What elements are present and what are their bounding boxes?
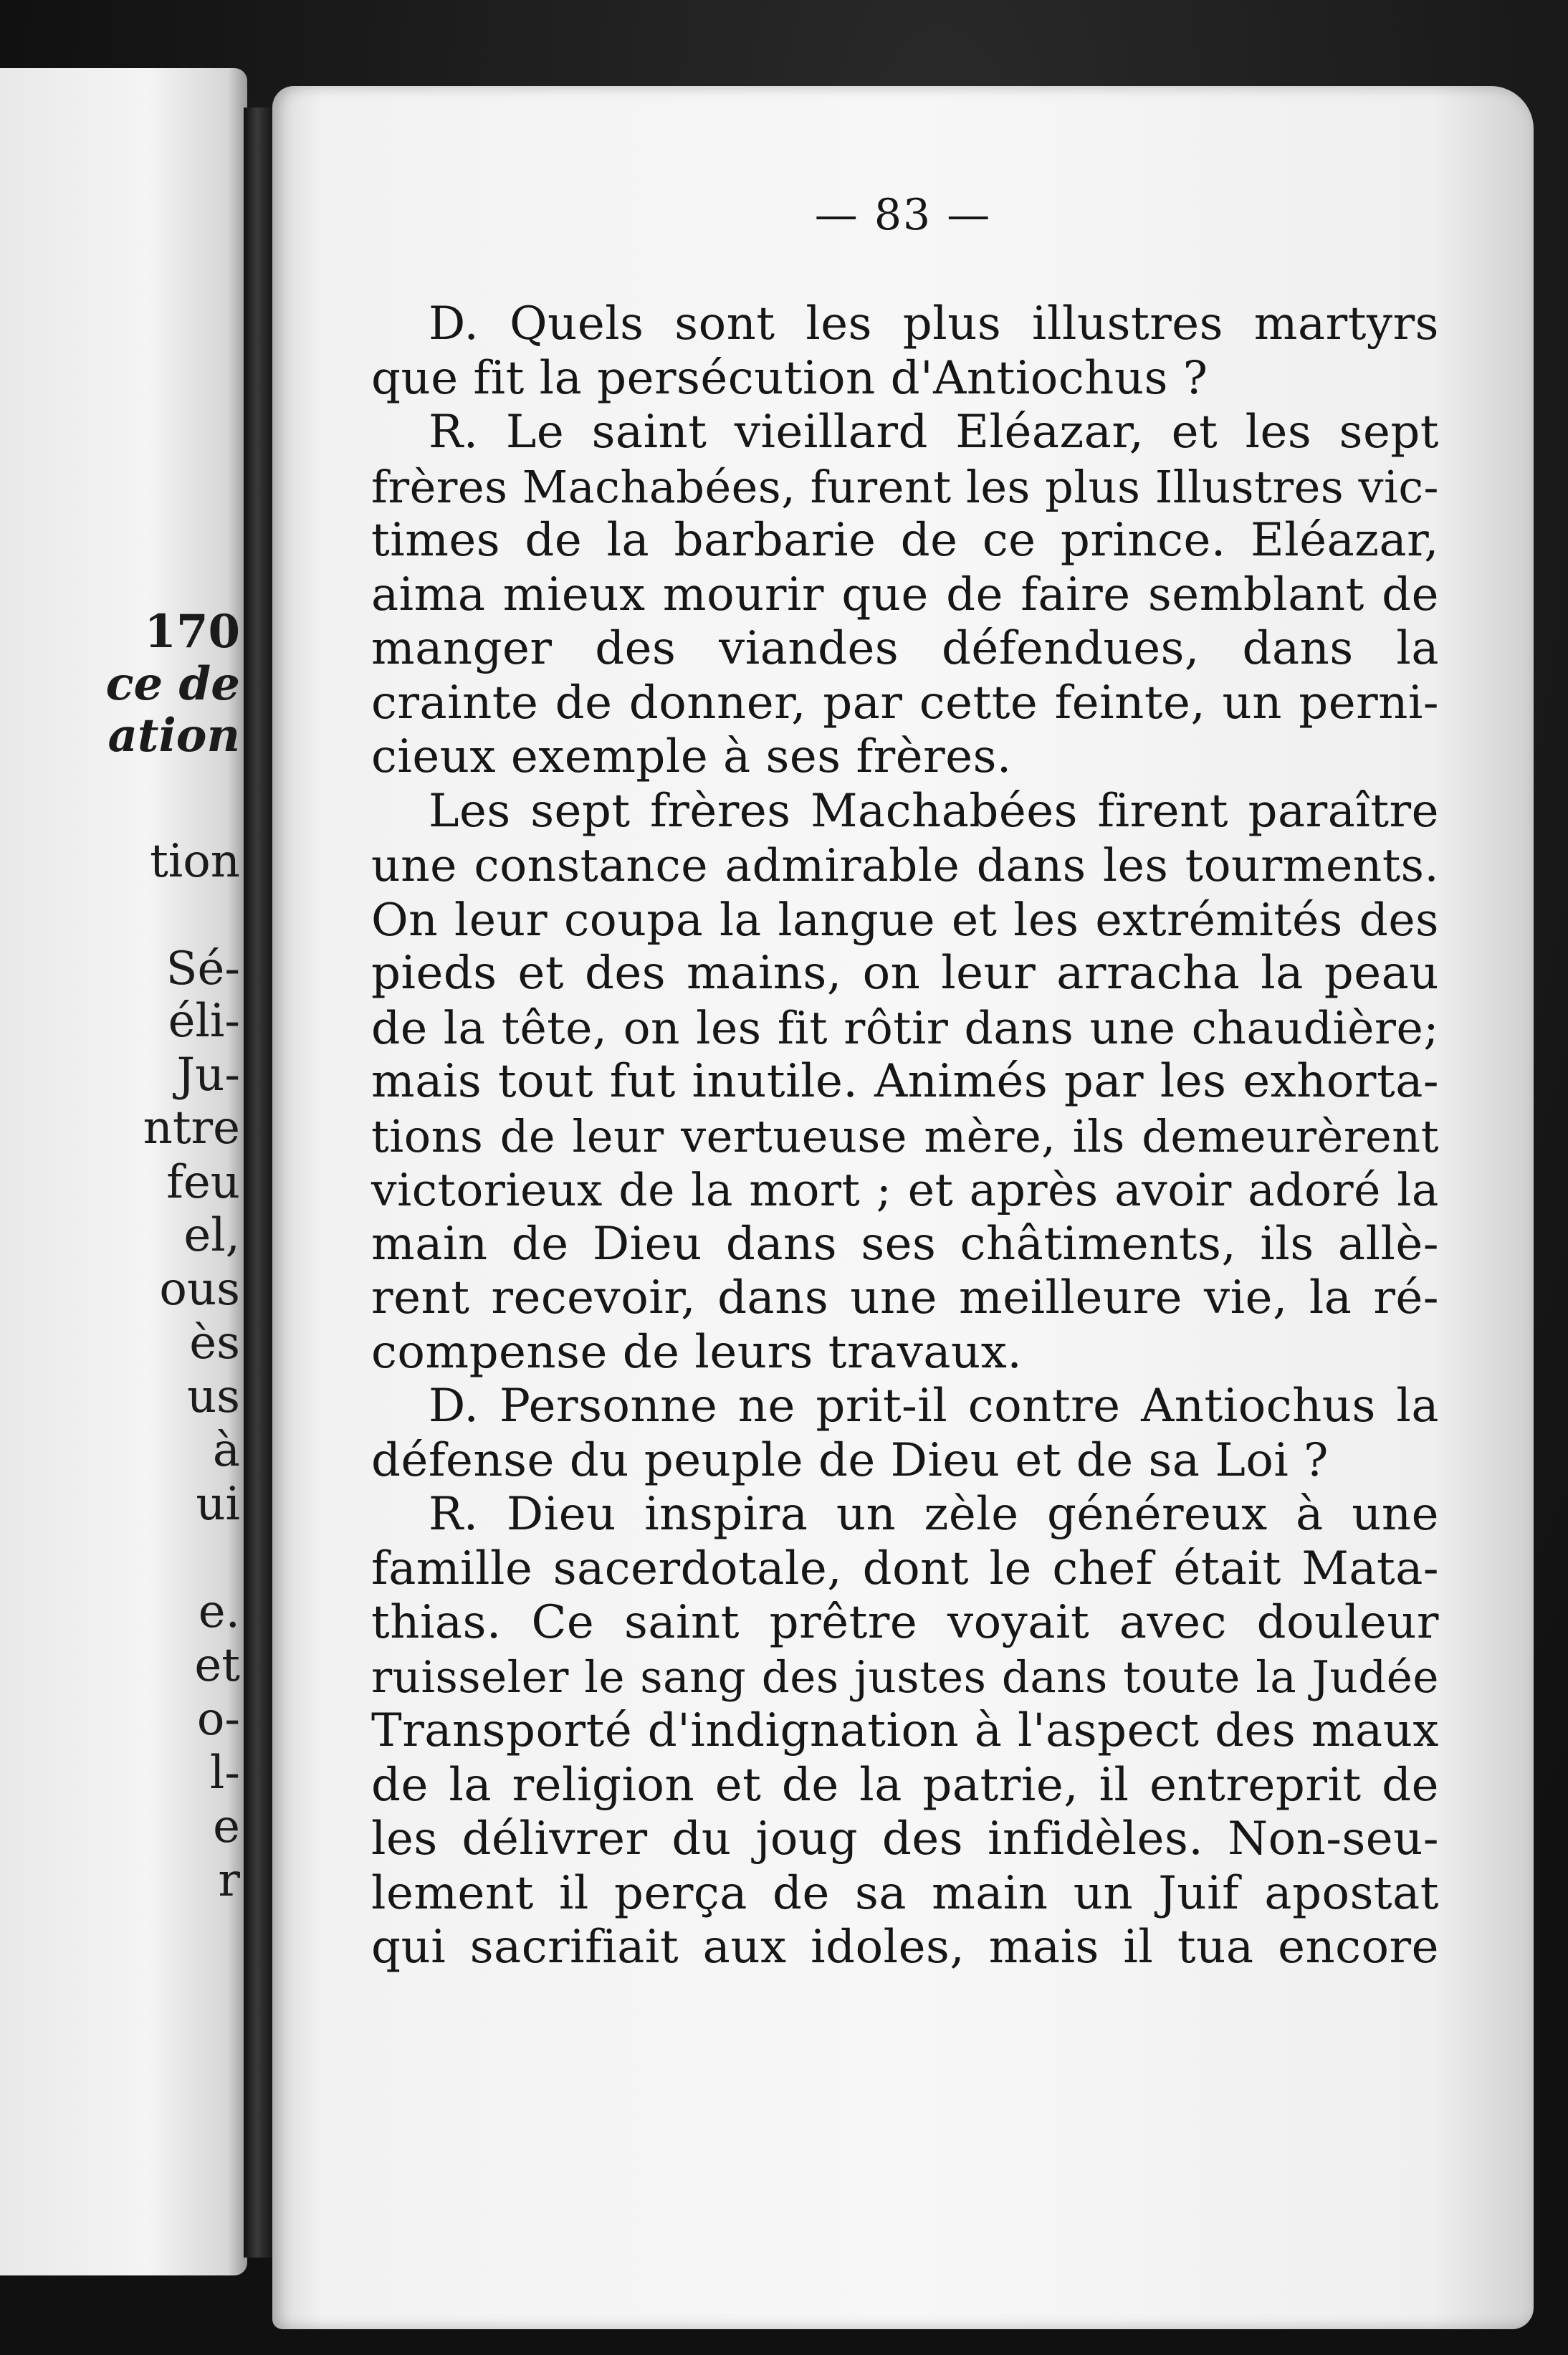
text-line: thias. Ce saint prêtre voyait avec douleur	[371, 1596, 1439, 1649]
left-page-text: o-	[196, 1693, 240, 1746]
text-line: les délivrer du joug des infidèles. Non-seu-	[371, 1812, 1439, 1866]
text-line: lement il perça de sa main un Juif apostat	[371, 1866, 1439, 1920]
text-line: R. Dieu inspira un zèle généreux à une	[429, 1488, 1439, 1541]
left-page-text: et	[194, 1639, 240, 1692]
text-line: R. Le saint vieillard Eléazar, et les sept	[429, 406, 1439, 459]
text-line: une constance admirable dans les tourments.	[371, 839, 1439, 892]
text-line: ruisseler le sang des justes dans toute la Judée	[371, 1651, 1439, 1703]
text-line: cieux exemple à ses frères.	[371, 730, 1012, 783]
text-line: de la religion et de la patrie, il entreprit de	[371, 1758, 1439, 1812]
left-page-text: Ju-	[176, 1048, 240, 1102]
previous-page-edge	[0, 68, 247, 2275]
left-page-text: el,	[183, 1209, 240, 1262]
text-line: défense du peuple de Dieu et de sa Loi ?	[371, 1433, 1329, 1487]
text-line: mais tout fut inutile. Animés par les exhorta-	[371, 1055, 1439, 1108]
left-page-text: tion	[150, 835, 240, 888]
text-line: times de la barbarie de ce prince. Eléazar,	[371, 514, 1439, 567]
text-line: rent recevoir, dans une meilleure vie, la ré-	[371, 1271, 1439, 1324]
text-line: victorieux de la mort ; et après avoir adoré la	[371, 1164, 1439, 1216]
left-page-text: ès	[189, 1317, 240, 1370]
text-line: crainte de donner, par cette feinte, un perni-	[371, 676, 1439, 730]
left-page-text: e	[213, 1800, 240, 1853]
left-page-text: e.	[198, 1585, 240, 1638]
left-page-text: us	[186, 1370, 240, 1423]
left-page-text: ntre	[143, 1102, 240, 1155]
left-page-text: Sé-	[166, 942, 240, 995]
book-page	[272, 86, 1534, 2329]
left-page-text: ous	[159, 1263, 240, 1316]
left-page-text: l-	[209, 1747, 240, 1800]
text-line: frères Machabées, furent les plus Illustres vic-	[371, 460, 1439, 513]
left-page-text: éli-	[168, 995, 240, 1048]
page-body	[371, 297, 1439, 1975]
text-line: famille sacerdotale, dont le chef était Mata-	[371, 1542, 1439, 1595]
page-number: — 83 —	[814, 190, 992, 240]
left-page-text: r	[218, 1854, 240, 1907]
text-line: aima mieux mourir que de faire semblant de	[371, 568, 1439, 621]
text-line: manger des viandes défendues, dans la	[371, 622, 1439, 675]
left-page-text: à	[212, 1424, 240, 1477]
text-line: D. Personne ne prit-il contre Antiochus la	[429, 1380, 1439, 1433]
text-line: D. Quels sont les plus illustres martyrs	[429, 297, 1439, 350]
text-line: pieds et des mains, on leur arracha la peau	[371, 947, 1439, 1000]
left-page-text: ation	[107, 709, 240, 763]
text-line: qui sacrifiait aux idoles, mais il tua encore	[371, 1921, 1439, 1974]
text-line: compense de leurs travaux.	[371, 1325, 1023, 1379]
left-page-text: feu	[166, 1156, 240, 1209]
left-page-text: 170	[144, 605, 240, 659]
text-line: On leur coupa la langue et les extrémités des	[371, 893, 1439, 946]
left-page-text: ui	[196, 1478, 240, 1531]
text-line: tions de leur vertueuse mère, ils demeurèrent	[371, 1109, 1439, 1162]
text-line: Transporté d'indignation à l'aspect des maux	[371, 1704, 1439, 1757]
text-line: main de Dieu dans ses châtiments, ils allè-	[371, 1217, 1439, 1271]
left-page-text: ce de	[105, 657, 240, 711]
text-line: que fit la persécution d'Antiochus ?	[371, 351, 1208, 405]
text-line: de la tête, on les fit rôtir dans une chaudière;	[371, 1001, 1439, 1054]
text-line: Les sept frères Machabées firent paraître	[429, 784, 1439, 838]
